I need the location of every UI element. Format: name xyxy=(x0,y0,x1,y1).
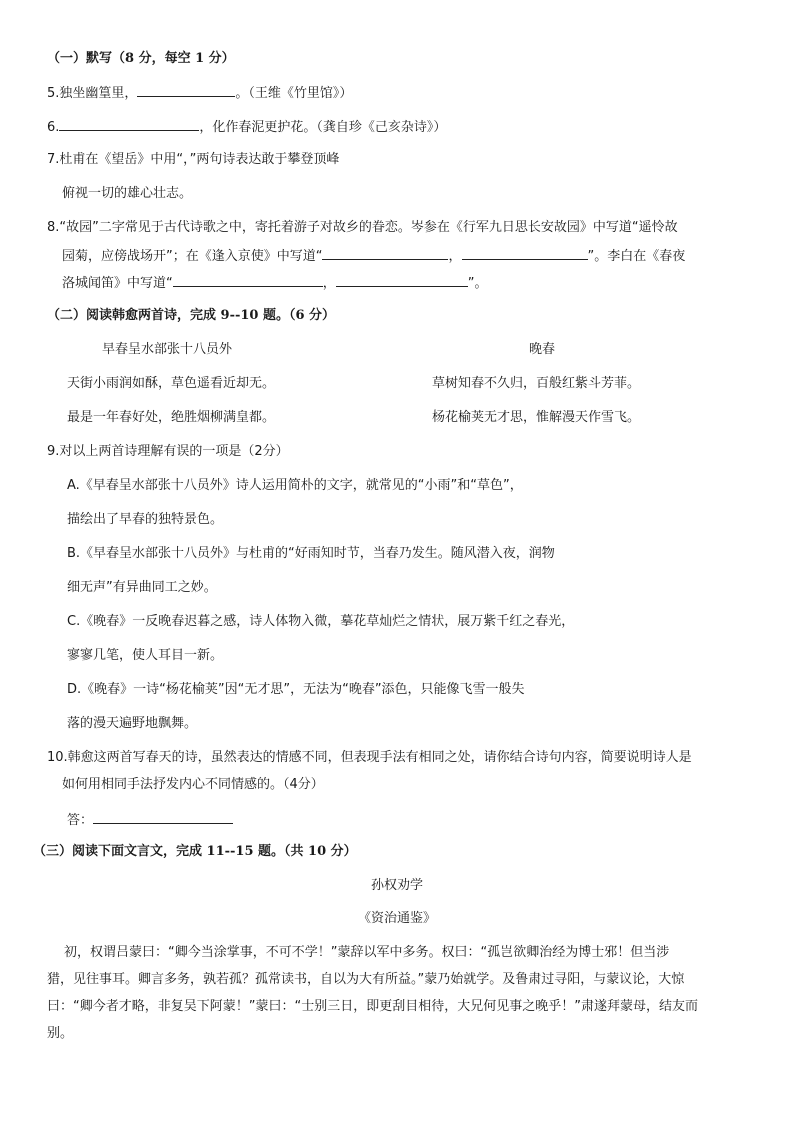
q8-blank-1[interactable] xyxy=(322,246,448,260)
q10-answer xyxy=(67,810,233,830)
q8-line3-end: ”。 xyxy=(467,276,488,291)
passage-source: 《资治通鉴》 xyxy=(357,911,436,926)
q8-line3-text: 洛城闻笛》中写道“ xyxy=(62,276,173,291)
passage-line-4: 别。 xyxy=(47,1026,74,1041)
question-7-line1: 7.杜甫在《望岳》中用“，”两句诗表达敢于攀登顶峰 xyxy=(47,152,340,167)
section-heading-1: （一）默写（8 分，每空 1 分） xyxy=(47,51,235,66)
passage-line-1: 初，权谓吕蒙曰：“卿今当涂掌事，不可不学！”蒙辞以军中多务。权曰：“孤岂欲卿治经为博士邪！但当涉 xyxy=(64,945,670,960)
section-heading-3: （三）阅读下面文言文，完成 11--15 题。（共 10 分） xyxy=(33,844,357,859)
poem1-title: 早春呈水部张十八员外 xyxy=(102,342,233,357)
question-8-line1: 8.“故园”二字常见于古代诗歌之中，寄托着游子对故乡的眷恋。岑参在《行军九日思长安故园》中写道“遥怜故 xyxy=(47,220,678,235)
poem1-line2: 最是一年春好处，绝胜烟柳满皇都。 xyxy=(67,410,276,425)
q9-option-c-line1[interactable]: C.《晚春》一反晚春迟暮之感，诗人体物入微，摹花草灿烂之情状，展万紫千红之春光， xyxy=(67,614,575,629)
q9-option-a-line1[interactable]: A.《早春呈水部张十八员外》诗人运用简朴的文字，就常见的“小雨”和“草色”， xyxy=(67,478,523,493)
question-10-line1: 10.韩愈这两首写春天的诗，虽然表达的情感不同，但表现手法有相同之处，请你结合诗句内容，简要说明诗人是 xyxy=(47,750,692,765)
passage-title: 孙权劝学 xyxy=(370,878,423,893)
q10-answer-blank[interactable] xyxy=(93,810,233,824)
q6-blank[interactable] xyxy=(59,117,199,131)
q8-line2-end: ”。李白在《春夜 xyxy=(587,249,686,264)
q8-blank-4[interactable] xyxy=(336,273,468,287)
passage-line-2: 猎，见往事耳。卿言多务，孰若孤？孤常读书，自以为大有所益。”蒙乃始就学。及鲁肃过寻阳，与蒙议论，大惊 xyxy=(47,972,685,987)
q8-blank-3[interactable] xyxy=(173,273,323,287)
question-5 xyxy=(47,83,352,103)
question-7-line2: 俯视一切的雄心壮志。 xyxy=(62,186,193,201)
q5-blank[interactable] xyxy=(137,83,235,97)
q8-line3-sep: ， xyxy=(322,276,336,291)
q5-suffix: 。（王维《竹里馆》） xyxy=(235,86,353,101)
q6-suffix: ，化作春泥更护花。（龚自珍《己亥杂诗》） xyxy=(199,120,447,135)
question-9-stem: 9.对以上两首诗理解有误的一项是（2分） xyxy=(47,444,289,459)
q5-prefix: 5.独坐幽篁里， xyxy=(47,86,138,101)
q8-line2-sep: ， xyxy=(448,249,462,264)
q8-blank-2[interactable] xyxy=(462,246,588,260)
question-6 xyxy=(47,117,446,137)
question-10-line2: 如何用相同手法抒发内心不同情感的。（4分） xyxy=(62,777,324,792)
section-heading-2: （二）阅读韩愈两首诗，完成 9--10 题。（6 分） xyxy=(47,308,336,323)
q9-option-a-line2: 描绘出了早春的独特景色。 xyxy=(67,512,224,527)
q6-prefix: 6. xyxy=(47,120,60,135)
poem2-line1: 草树知春不久归，百般红紫斗芳菲。 xyxy=(432,376,641,391)
q9-option-d-line1[interactable]: D.《晚春》一诗“杨花榆荚”因“无才思”，无法为“晚春”添色，只能像飞雪一般失 xyxy=(67,682,525,697)
question-8-line3 xyxy=(62,273,488,293)
q9-option-b-line2: 细无声”有异曲同工之妙。 xyxy=(67,580,217,595)
q10-answer-label: 答： xyxy=(67,813,94,828)
poem2-title: 晚春 xyxy=(529,342,556,357)
q9-option-b-line1[interactable]: B.《早春呈水部张十八员外》与杜甫的“好雨知时节，当春乃发生。随风潜入夜，润物 xyxy=(67,546,555,561)
poem1-line1: 天街小雨润如酥，草色遥看近却无。 xyxy=(67,376,276,391)
question-8-line2 xyxy=(62,246,685,266)
poem2-line2: 杨花榆荚无才思，惟解漫天作雪飞。 xyxy=(432,410,641,425)
q9-option-c-line2: 寥寥几笔，使人耳目一新。 xyxy=(67,648,224,663)
passage-line-3: 曰：“卿今者才略，非复吴下阿蒙！”蒙曰：“士别三日，即更刮目相待，大兄何见事之晚乎！”肃遂拜蒙母，结友而 xyxy=(47,999,698,1014)
q9-option-d-line2: 落的漫天遍野地飘舞。 xyxy=(67,716,198,731)
q8-line2-text: 园菊，应傍战场开”；在《逢入京使》中写道“ xyxy=(62,249,323,264)
